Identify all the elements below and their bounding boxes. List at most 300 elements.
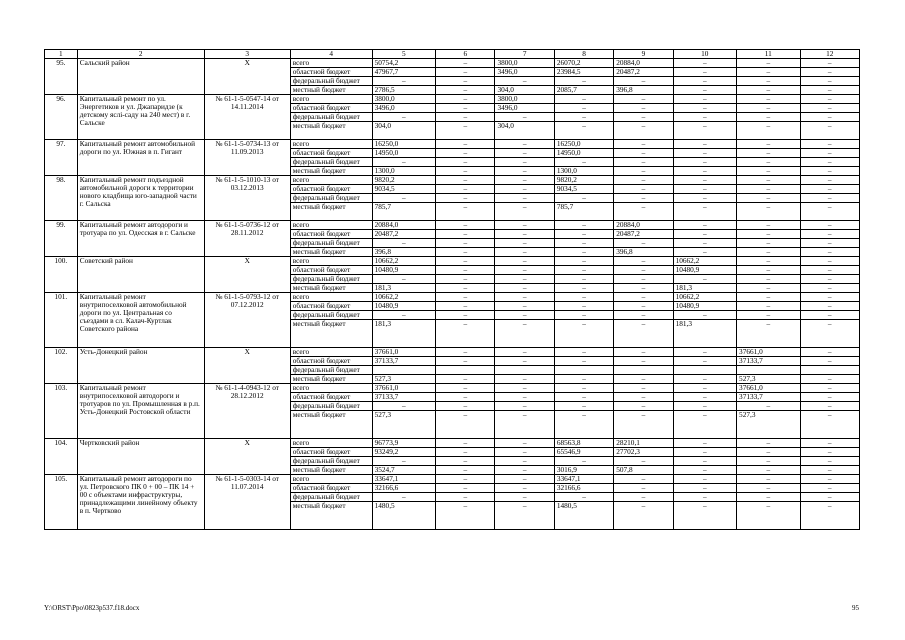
amount-cell: –: [614, 484, 673, 493]
amount-cell: –: [614, 375, 673, 384]
amount-cell: –: [800, 239, 859, 248]
amount-cell: –: [554, 257, 613, 266]
amount-cell: [673, 366, 736, 375]
amount-cell: –: [737, 266, 800, 275]
amount-cell: –: [436, 104, 495, 113]
amount-cell: –: [436, 230, 495, 239]
amount-cell: –: [800, 77, 859, 86]
amount-cell: 3800,0: [495, 59, 554, 68]
amount-cell: –: [673, 439, 736, 448]
entry-number: 100.: [45, 257, 78, 293]
amount-cell: –: [372, 113, 435, 122]
amount-cell: –: [614, 302, 673, 311]
amount-cell: –: [614, 266, 673, 275]
amount-cell: –: [495, 266, 554, 275]
amount-cell: –: [495, 320, 554, 348]
amount-cell: –: [800, 293, 859, 302]
amount-cell: –: [372, 493, 435, 502]
amount-cell: 20884,0: [614, 221, 673, 230]
amount-cell: 396,8: [372, 248, 435, 257]
funding-source: местный бюджет: [290, 466, 372, 475]
amount-cell: [436, 366, 495, 375]
amount-cell: –: [673, 275, 736, 284]
file-path: Y:\ORST\Ppo\0823p537.f18.docx: [44, 604, 140, 612]
col-header: 3: [204, 50, 290, 59]
amount-cell: –: [800, 466, 859, 475]
table-row: [45, 95, 860, 104]
amount-cell: –: [800, 302, 859, 311]
amount-cell: –: [495, 293, 554, 302]
amount-cell: –: [436, 384, 495, 393]
amount-cell: –: [673, 113, 736, 122]
amount-cell: 527,3: [372, 375, 435, 384]
table-row: [45, 176, 860, 185]
amount-cell: –: [554, 293, 613, 302]
amount-cell: 527,3: [737, 411, 800, 439]
funding-source: всего: [290, 95, 372, 104]
funding-source: всего: [290, 293, 372, 302]
amount-cell: –: [554, 493, 613, 502]
amount-cell: –: [673, 375, 736, 384]
entry-document: № 61-1-5-0793-12 от 07.12.2012: [204, 293, 290, 348]
entry-number: 102.: [45, 348, 78, 384]
amount-cell: –: [614, 194, 673, 203]
amount-cell: –: [800, 375, 859, 384]
amount-cell: –: [673, 466, 736, 475]
amount-cell: 396,8: [614, 86, 673, 95]
amount-cell: 1300,0: [554, 167, 613, 176]
amount-cell: –: [614, 149, 673, 158]
amount-cell: –: [495, 375, 554, 384]
funding-source: федеральный бюджет: [290, 239, 372, 248]
funding-source: всего: [290, 348, 372, 357]
amount-cell: –: [673, 86, 736, 95]
amount-cell: –: [800, 113, 859, 122]
amount-cell: –: [495, 484, 554, 493]
amount-cell: –: [436, 466, 495, 475]
amount-cell: –: [800, 176, 859, 185]
amount-cell: –: [737, 230, 800, 239]
amount-cell: –: [737, 95, 800, 104]
amount-cell: –: [495, 302, 554, 311]
amount-cell: –: [673, 149, 736, 158]
amount-cell: –: [495, 203, 554, 221]
funding-source: областной бюджет: [290, 357, 372, 366]
amount-cell: –: [614, 203, 673, 221]
amount-cell: –: [436, 68, 495, 77]
amount-cell: –: [737, 113, 800, 122]
entry-number: 99.: [45, 221, 78, 257]
amount-cell: –: [737, 475, 800, 484]
amount-cell: –: [554, 275, 613, 284]
table-row: [45, 293, 860, 302]
amount-cell: –: [436, 311, 495, 320]
amount-cell: –: [495, 239, 554, 248]
funding-source: всего: [290, 475, 372, 484]
amount-cell: 37661,0: [737, 384, 800, 393]
funding-source: федеральный бюджет: [290, 457, 372, 466]
funding-source: всего: [290, 221, 372, 230]
entry-document: № 61-1-5-0736-12 от 28.11.2012: [204, 221, 290, 257]
amount-cell: 20487,2: [614, 230, 673, 239]
amount-cell: –: [737, 484, 800, 493]
funding-source: местный бюджет: [290, 167, 372, 176]
amount-cell: –: [372, 77, 435, 86]
amount-cell: 37133,7: [372, 357, 435, 366]
funding-source: областной бюджет: [290, 266, 372, 275]
amount-cell: –: [800, 149, 859, 158]
amount-cell: –: [495, 176, 554, 185]
amount-cell: 1480,5: [372, 502, 435, 530]
amount-cell: –: [614, 275, 673, 284]
amount-cell: –: [737, 502, 800, 530]
amount-cell: –: [614, 348, 673, 357]
funding-source: всего: [290, 439, 372, 448]
amount-cell: –: [495, 402, 554, 411]
funding-source: федеральный бюджет: [290, 493, 372, 502]
amount-cell: –: [800, 311, 859, 320]
amount-cell: –: [495, 284, 554, 293]
funding-source: всего: [290, 176, 372, 185]
amount-cell: –: [495, 140, 554, 149]
table-row: [45, 475, 860, 484]
entry-document: № 61-1-5-1010-13 от 03.12.2013: [204, 176, 290, 221]
amount-cell: 16250,0: [372, 140, 435, 149]
amount-cell: –: [673, 194, 736, 203]
amount-cell: 37133,7: [737, 393, 800, 402]
funding-source: местный бюджет: [290, 375, 372, 384]
amount-cell: 10480,9: [673, 302, 736, 311]
amount-cell: 28210,1: [614, 439, 673, 448]
amount-cell: –: [554, 375, 613, 384]
amount-cell: –: [554, 393, 613, 402]
amount-cell: –: [372, 311, 435, 320]
amount-cell: 10662,2: [673, 257, 736, 266]
amount-cell: –: [673, 239, 736, 248]
amount-cell: –: [673, 230, 736, 239]
amount-cell: –: [800, 284, 859, 293]
amount-cell: –: [614, 457, 673, 466]
amount-cell: 9820,2: [554, 176, 613, 185]
amount-cell: –: [614, 475, 673, 484]
amount-cell: 33647,1: [554, 475, 613, 484]
funding-source: федеральный бюджет: [290, 77, 372, 86]
amount-cell: –: [436, 140, 495, 149]
amount-cell: –: [737, 466, 800, 475]
amount-cell: –: [436, 266, 495, 275]
amount-cell: –: [800, 104, 859, 113]
amount-cell: –: [673, 122, 736, 140]
amount-cell: –: [737, 104, 800, 113]
amount-cell: –: [436, 203, 495, 221]
col-header: 7: [495, 50, 554, 59]
amount-cell: 1480,5: [554, 502, 613, 530]
amount-cell: –: [554, 302, 613, 311]
entry-document: № 61-1-5-0303-14 от 11.07.2014: [204, 475, 290, 530]
entry-document: Х: [204, 348, 290, 384]
amount-cell: –: [800, 203, 859, 221]
amount-cell: 10480,9: [673, 266, 736, 275]
amount-cell: –: [800, 384, 859, 393]
amount-cell: 68563,8: [554, 439, 613, 448]
amount-cell: –: [800, 448, 859, 457]
amount-cell: –: [800, 457, 859, 466]
amount-cell: –: [495, 475, 554, 484]
amount-cell: –: [800, 493, 859, 502]
entry-document: № 61-1-5-0734-13 от 11.09.2013: [204, 140, 290, 176]
amount-cell: –: [614, 402, 673, 411]
header-row: [45, 50, 860, 59]
amount-cell: –: [436, 257, 495, 266]
funding-source: федеральный бюджет: [290, 311, 372, 320]
amount-cell: –: [737, 275, 800, 284]
amount-cell: –: [673, 158, 736, 167]
amount-cell: –: [673, 348, 736, 357]
amount-cell: –: [436, 493, 495, 502]
amount-cell: –: [554, 104, 613, 113]
funding-source: местный бюджет: [290, 86, 372, 95]
funding-source: местный бюджет: [290, 203, 372, 221]
amount-cell: 37661,0: [737, 348, 800, 357]
amount-cell: –: [436, 284, 495, 293]
amount-cell: –: [800, 320, 859, 348]
funding-source: областной бюджет: [290, 149, 372, 158]
amount-cell: 33647,1: [372, 475, 435, 484]
amount-cell: 527,3: [737, 375, 800, 384]
amount-cell: –: [800, 158, 859, 167]
amount-cell: –: [495, 411, 554, 439]
amount-cell: –: [614, 284, 673, 293]
amount-cell: 396,8: [614, 248, 673, 257]
funding-source: областной бюджет: [290, 302, 372, 311]
amount-cell: 304,0: [372, 122, 435, 140]
amount-cell: 2085,7: [554, 86, 613, 95]
amount-cell: –: [614, 167, 673, 176]
col-header: 12: [800, 50, 859, 59]
amount-cell: –: [737, 68, 800, 77]
amount-cell: –: [554, 77, 613, 86]
amount-cell: 3496,0: [495, 104, 554, 113]
amount-cell: –: [614, 493, 673, 502]
amount-cell: –: [737, 194, 800, 203]
amount-cell: [554, 366, 613, 375]
amount-cell: –: [554, 239, 613, 248]
amount-cell: –: [436, 357, 495, 366]
amount-cell: –: [737, 239, 800, 248]
entry-name: Чертковский район: [77, 439, 204, 475]
entry-number: 103.: [45, 384, 78, 439]
entry-name: Усть-Донецкий район: [77, 348, 204, 384]
entry-name: Капитальный ремонт внутрипоселковой автомобильной дороги по ул. Центральная со съездами в сл. Калач-Куртлак Советского района: [77, 293, 204, 348]
amount-cell: –: [554, 158, 613, 167]
amount-cell: –: [436, 167, 495, 176]
amount-cell: –: [614, 122, 673, 140]
amount-cell: –: [495, 230, 554, 239]
col-header: 11: [737, 50, 800, 59]
amount-cell: –: [800, 230, 859, 239]
amount-cell: 3524,7: [372, 466, 435, 475]
amount-cell: –: [673, 221, 736, 230]
amount-cell: –: [495, 311, 554, 320]
amount-cell: –: [495, 158, 554, 167]
funding-source: областной бюджет: [290, 484, 372, 493]
amount-cell: 2786,5: [372, 86, 435, 95]
col-header: 4: [290, 50, 372, 59]
col-header: 5: [372, 50, 435, 59]
amount-cell: –: [673, 448, 736, 457]
funding-source: федеральный бюджет: [290, 402, 372, 411]
entry-document: № 61-1-5-0547-14 от 14.11.2014: [204, 95, 290, 140]
amount-cell: 181,3: [673, 284, 736, 293]
amount-cell: –: [673, 502, 736, 530]
amount-cell: –: [614, 95, 673, 104]
amount-cell: –: [436, 86, 495, 95]
amount-cell: 65546,9: [554, 448, 613, 457]
amount-cell: –: [436, 248, 495, 257]
amount-cell: –: [436, 113, 495, 122]
amount-cell: –: [737, 311, 800, 320]
amount-cell: –: [614, 357, 673, 366]
amount-cell: –: [737, 439, 800, 448]
col-header: 8: [554, 50, 613, 59]
amount-cell: –: [673, 95, 736, 104]
amount-cell: –: [800, 275, 859, 284]
amount-cell: 20487,2: [372, 230, 435, 239]
col-header: 2: [77, 50, 204, 59]
amount-cell: –: [737, 149, 800, 158]
amount-cell: –: [614, 311, 673, 320]
col-header: 10: [673, 50, 736, 59]
amount-cell: –: [495, 185, 554, 194]
amount-cell: –: [614, 176, 673, 185]
amount-cell: 50754,2: [372, 59, 435, 68]
amount-cell: 3800,0: [372, 95, 435, 104]
amount-cell: –: [614, 320, 673, 348]
amount-cell: 10480,9: [372, 266, 435, 275]
amount-cell: –: [554, 457, 613, 466]
amount-cell: –: [800, 95, 859, 104]
amount-cell: –: [673, 384, 736, 393]
funding-source: федеральный бюджет: [290, 194, 372, 203]
entry-document: № 61-1-4-0943-12 от 28.12.2012: [204, 384, 290, 439]
amount-cell: 20487,2: [614, 68, 673, 77]
amount-cell: –: [800, 194, 859, 203]
amount-cell: –: [436, 77, 495, 86]
amount-cell: –: [737, 284, 800, 293]
amount-cell: –: [800, 167, 859, 176]
amount-cell: –: [673, 59, 736, 68]
amount-cell: 527,3: [372, 411, 435, 439]
amount-cell: –: [554, 402, 613, 411]
amount-cell: –: [800, 357, 859, 366]
amount-cell: –: [495, 221, 554, 230]
amount-cell: 1300,0: [372, 167, 435, 176]
amount-cell: [737, 366, 800, 375]
amount-cell: –: [372, 457, 435, 466]
amount-cell: –: [614, 502, 673, 530]
amount-cell: 9034,5: [554, 185, 613, 194]
amount-cell: 93249,2: [372, 448, 435, 457]
funding-source: областной бюджет: [290, 68, 372, 77]
amount-cell: –: [614, 239, 673, 248]
amount-cell: –: [436, 59, 495, 68]
entry-number: 104.: [45, 439, 78, 475]
amount-cell: –: [554, 357, 613, 366]
amount-cell: –: [554, 320, 613, 348]
funding-source: местный бюджет: [290, 502, 372, 530]
amount-cell: –: [372, 402, 435, 411]
amount-cell: 47967,7: [372, 68, 435, 77]
amount-cell: –: [436, 149, 495, 158]
entry-name: Капитальный ремонт по ул. Энергетиков и ул. Джапаридзе (к детскому яслі-саду на 240 мест) в г. Сальске: [77, 95, 204, 140]
amount-cell: –: [614, 140, 673, 149]
amount-cell: 9820,2: [372, 176, 435, 185]
amount-cell: –: [554, 384, 613, 393]
entry-document: Х: [204, 439, 290, 475]
amount-cell: 32166,6: [372, 484, 435, 493]
amount-cell: –: [554, 248, 613, 257]
amount-cell: –: [495, 466, 554, 475]
amount-cell: –: [800, 257, 859, 266]
amount-cell: –: [737, 457, 800, 466]
entry-name: Капитальный ремонт автомобильной дороги по ул. Южная в п. Гигант: [77, 140, 204, 176]
amount-cell: –: [614, 104, 673, 113]
table-row: [45, 257, 860, 266]
amount-cell: –: [673, 493, 736, 502]
amount-cell: –: [554, 122, 613, 140]
amount-cell: –: [495, 167, 554, 176]
amount-cell: –: [436, 320, 495, 348]
amount-cell: –: [737, 203, 800, 221]
entry-name: Капитальный ремонт автодороги по ул. Петровского ПК 0 + 00 – ПК 14 + 00 с объектами инфраструктуры, принадлежащими линейному объекту в п. Чертково: [77, 475, 204, 530]
amount-cell: –: [436, 176, 495, 185]
funding-source: федеральный бюджет: [290, 158, 372, 167]
amount-cell: 785,7: [372, 203, 435, 221]
amount-cell: 16250,0: [554, 140, 613, 149]
amount-cell: –: [737, 176, 800, 185]
amount-cell: –: [737, 402, 800, 411]
amount-cell: 27702,3: [614, 448, 673, 457]
funding-source: областной бюджет: [290, 104, 372, 113]
amount-cell: 3800,0: [495, 95, 554, 104]
amount-cell: –: [673, 393, 736, 402]
amount-cell: –: [800, 266, 859, 275]
amount-cell: –: [436, 375, 495, 384]
amount-cell: –: [495, 439, 554, 448]
amount-cell: –: [673, 357, 736, 366]
amount-cell: 181,3: [372, 320, 435, 348]
amount-cell: –: [495, 275, 554, 284]
amount-cell: –: [436, 293, 495, 302]
amount-cell: –: [495, 384, 554, 393]
table-row: [45, 384, 860, 393]
amount-cell: –: [673, 475, 736, 484]
funding-source: местный бюджет: [290, 284, 372, 293]
col-header: 9: [614, 50, 673, 59]
amount-cell: 32166,6: [554, 484, 613, 493]
amount-cell: –: [372, 275, 435, 284]
amount-cell: –: [737, 257, 800, 266]
amount-cell: 14950,0: [554, 149, 613, 158]
amount-cell: –: [800, 68, 859, 77]
amount-cell: 3016,9: [554, 466, 613, 475]
funding-source: местный бюджет: [290, 122, 372, 140]
amount-cell: –: [436, 502, 495, 530]
funding-source: федеральный бюджет: [290, 113, 372, 122]
amount-cell: –: [614, 77, 673, 86]
amount-cell: 507,8: [614, 466, 673, 475]
amount-cell: –: [436, 302, 495, 311]
